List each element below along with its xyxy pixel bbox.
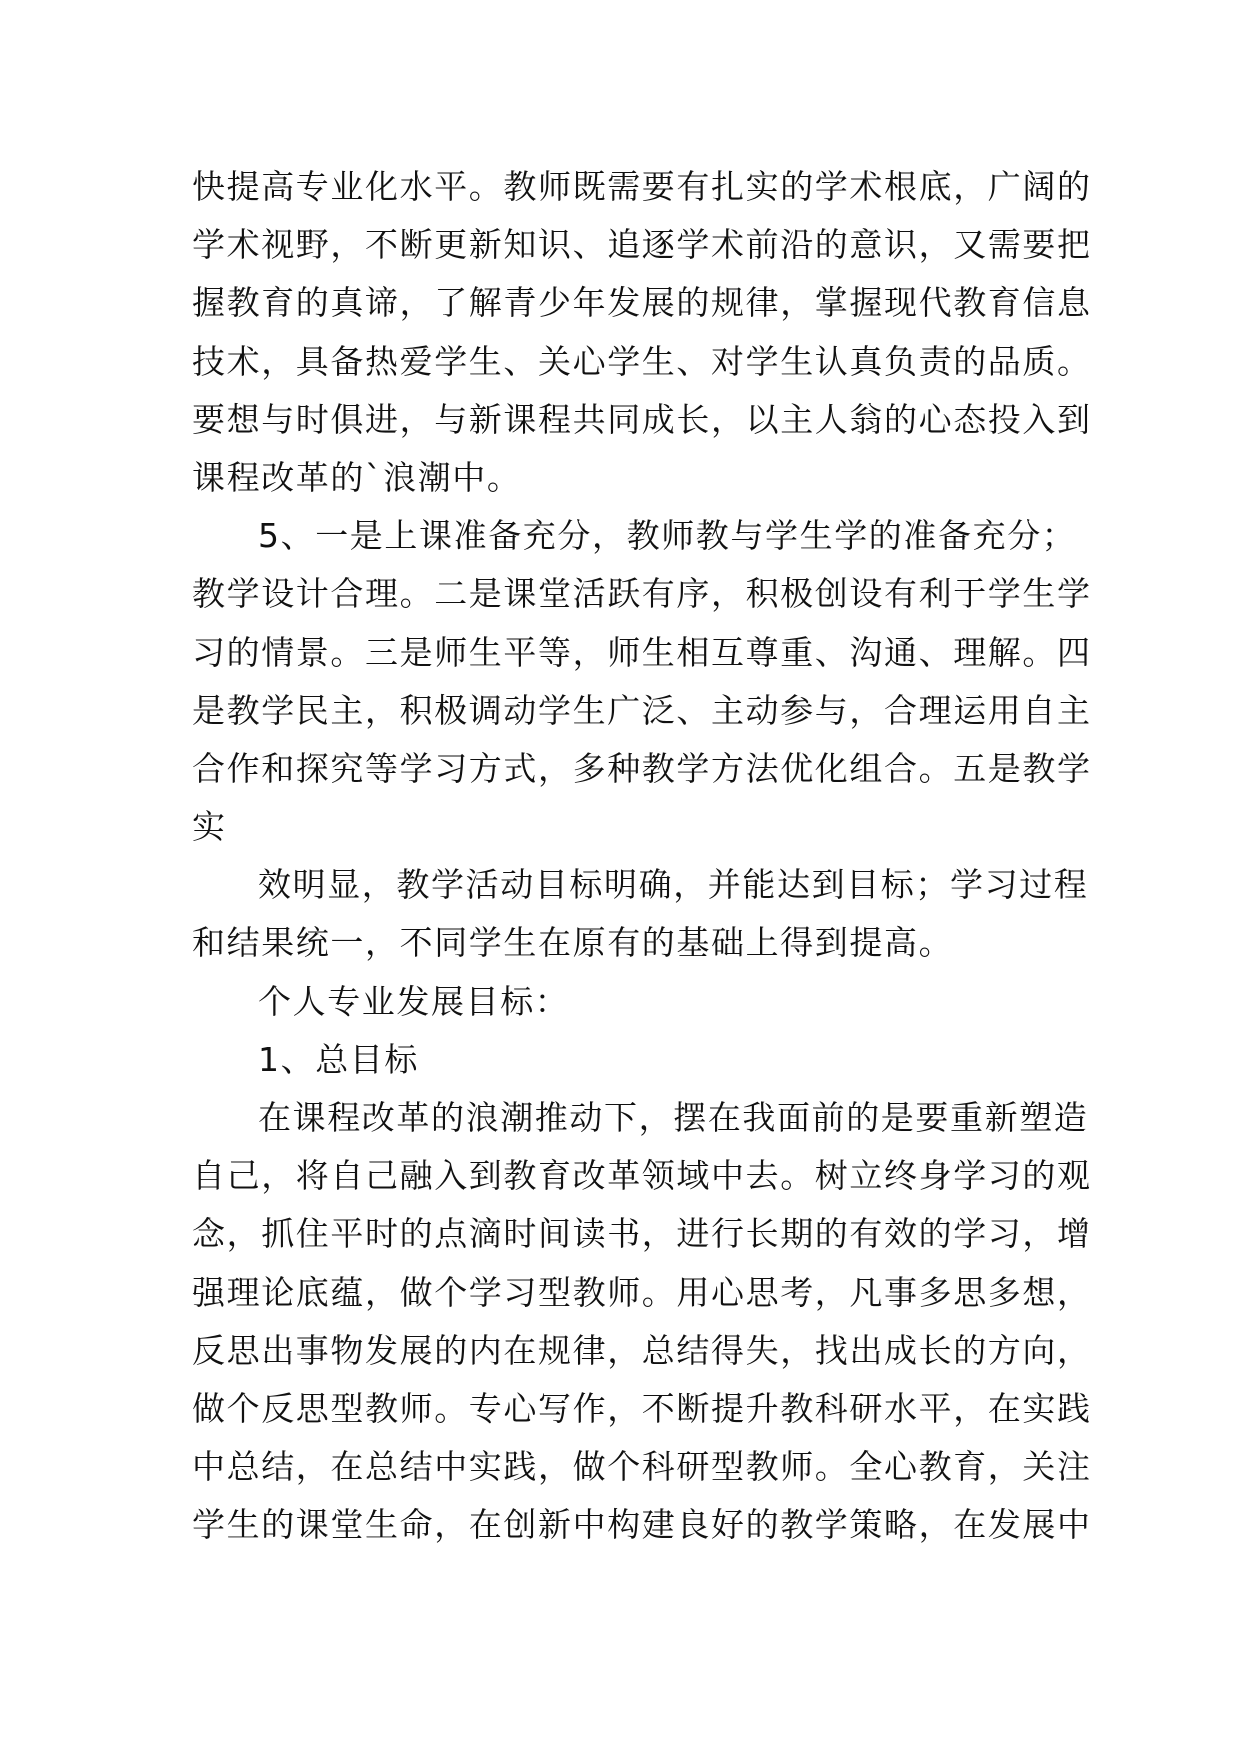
- text-line: 自己，将自己融入到教育改革领域中去。树立终身学习的观: [192, 1156, 1092, 1196]
- text-line: 是教学民主，积极调动学生广泛、主动参与，合理运用自主: [192, 690, 1092, 730]
- text-line: 强理论底蕴，做个学习型教师。用心思考，凡事多思多想，: [192, 1272, 1092, 1312]
- text-line: 实: [192, 807, 227, 847]
- text-line: 和结果统一，不同学生在原有的基础上得到提高。: [192, 923, 954, 963]
- text-line: 在课程改革的浪潮推动下，摆在我面前的是要重新塑造: [258, 1098, 1089, 1137]
- text-line: 要想与时俱进，与新课程共同成长，以主人翁的心态投入到: [192, 399, 1092, 439]
- text-line: 技术，具备热爱学生、关心学生、对学生认真负责的品质。: [192, 341, 1092, 381]
- text-line: 合作和探究等学习方式，多种教学方法优化组合。五是教学: [192, 748, 1092, 788]
- text-line: 握教育的真谛，了解青少年发展的规律，掌握现代教育信息: [192, 283, 1092, 323]
- text-line: 1、总目标: [258, 1039, 419, 1079]
- text-line: 教学设计合理。二是课堂活跃有序，积极创设有利于学生学: [192, 574, 1092, 614]
- body-text: [192, 158, 1092, 1555]
- text-line: 做个反思型教师。专心写作，不断提升教科研水平，在实践: [192, 1388, 1092, 1428]
- text-line: 课程改革的`浪潮中。: [192, 457, 522, 497]
- text-line: 学术视野，不断更新知识、追逐学术前沿的意识，又需要把: [192, 225, 1092, 265]
- text-line: 个人专业发展目标：: [258, 981, 570, 1021]
- text-line: 习的情景。三是师生平等，师生相互尊重、沟通、理解。四: [192, 632, 1092, 672]
- text-line: 学生的课堂生命，在创新中构建良好的教学策略，在发展中: [192, 1505, 1092, 1545]
- text-line: 中总结，在总结中实践，做个科研型教师。全心教育，关注: [192, 1447, 1092, 1487]
- text-line: 效明显，教学活动目标明确，并能达到目标；学习过程: [258, 865, 1089, 905]
- text-line: 念，抓住平时的点滴时间读书，进行长期的有效的学习，增: [192, 1214, 1092, 1254]
- text-line: 快提高专业化水平。教师既需要有扎实的学术根底，广阔的: [192, 167, 1092, 206]
- text-line: 反思出事物发展的内在规律，总结得失，找出成长的方向，: [192, 1330, 1092, 1370]
- text-line: 5、一是上课准备充分，教师教与学生学的准备充分；: [258, 516, 1077, 556]
